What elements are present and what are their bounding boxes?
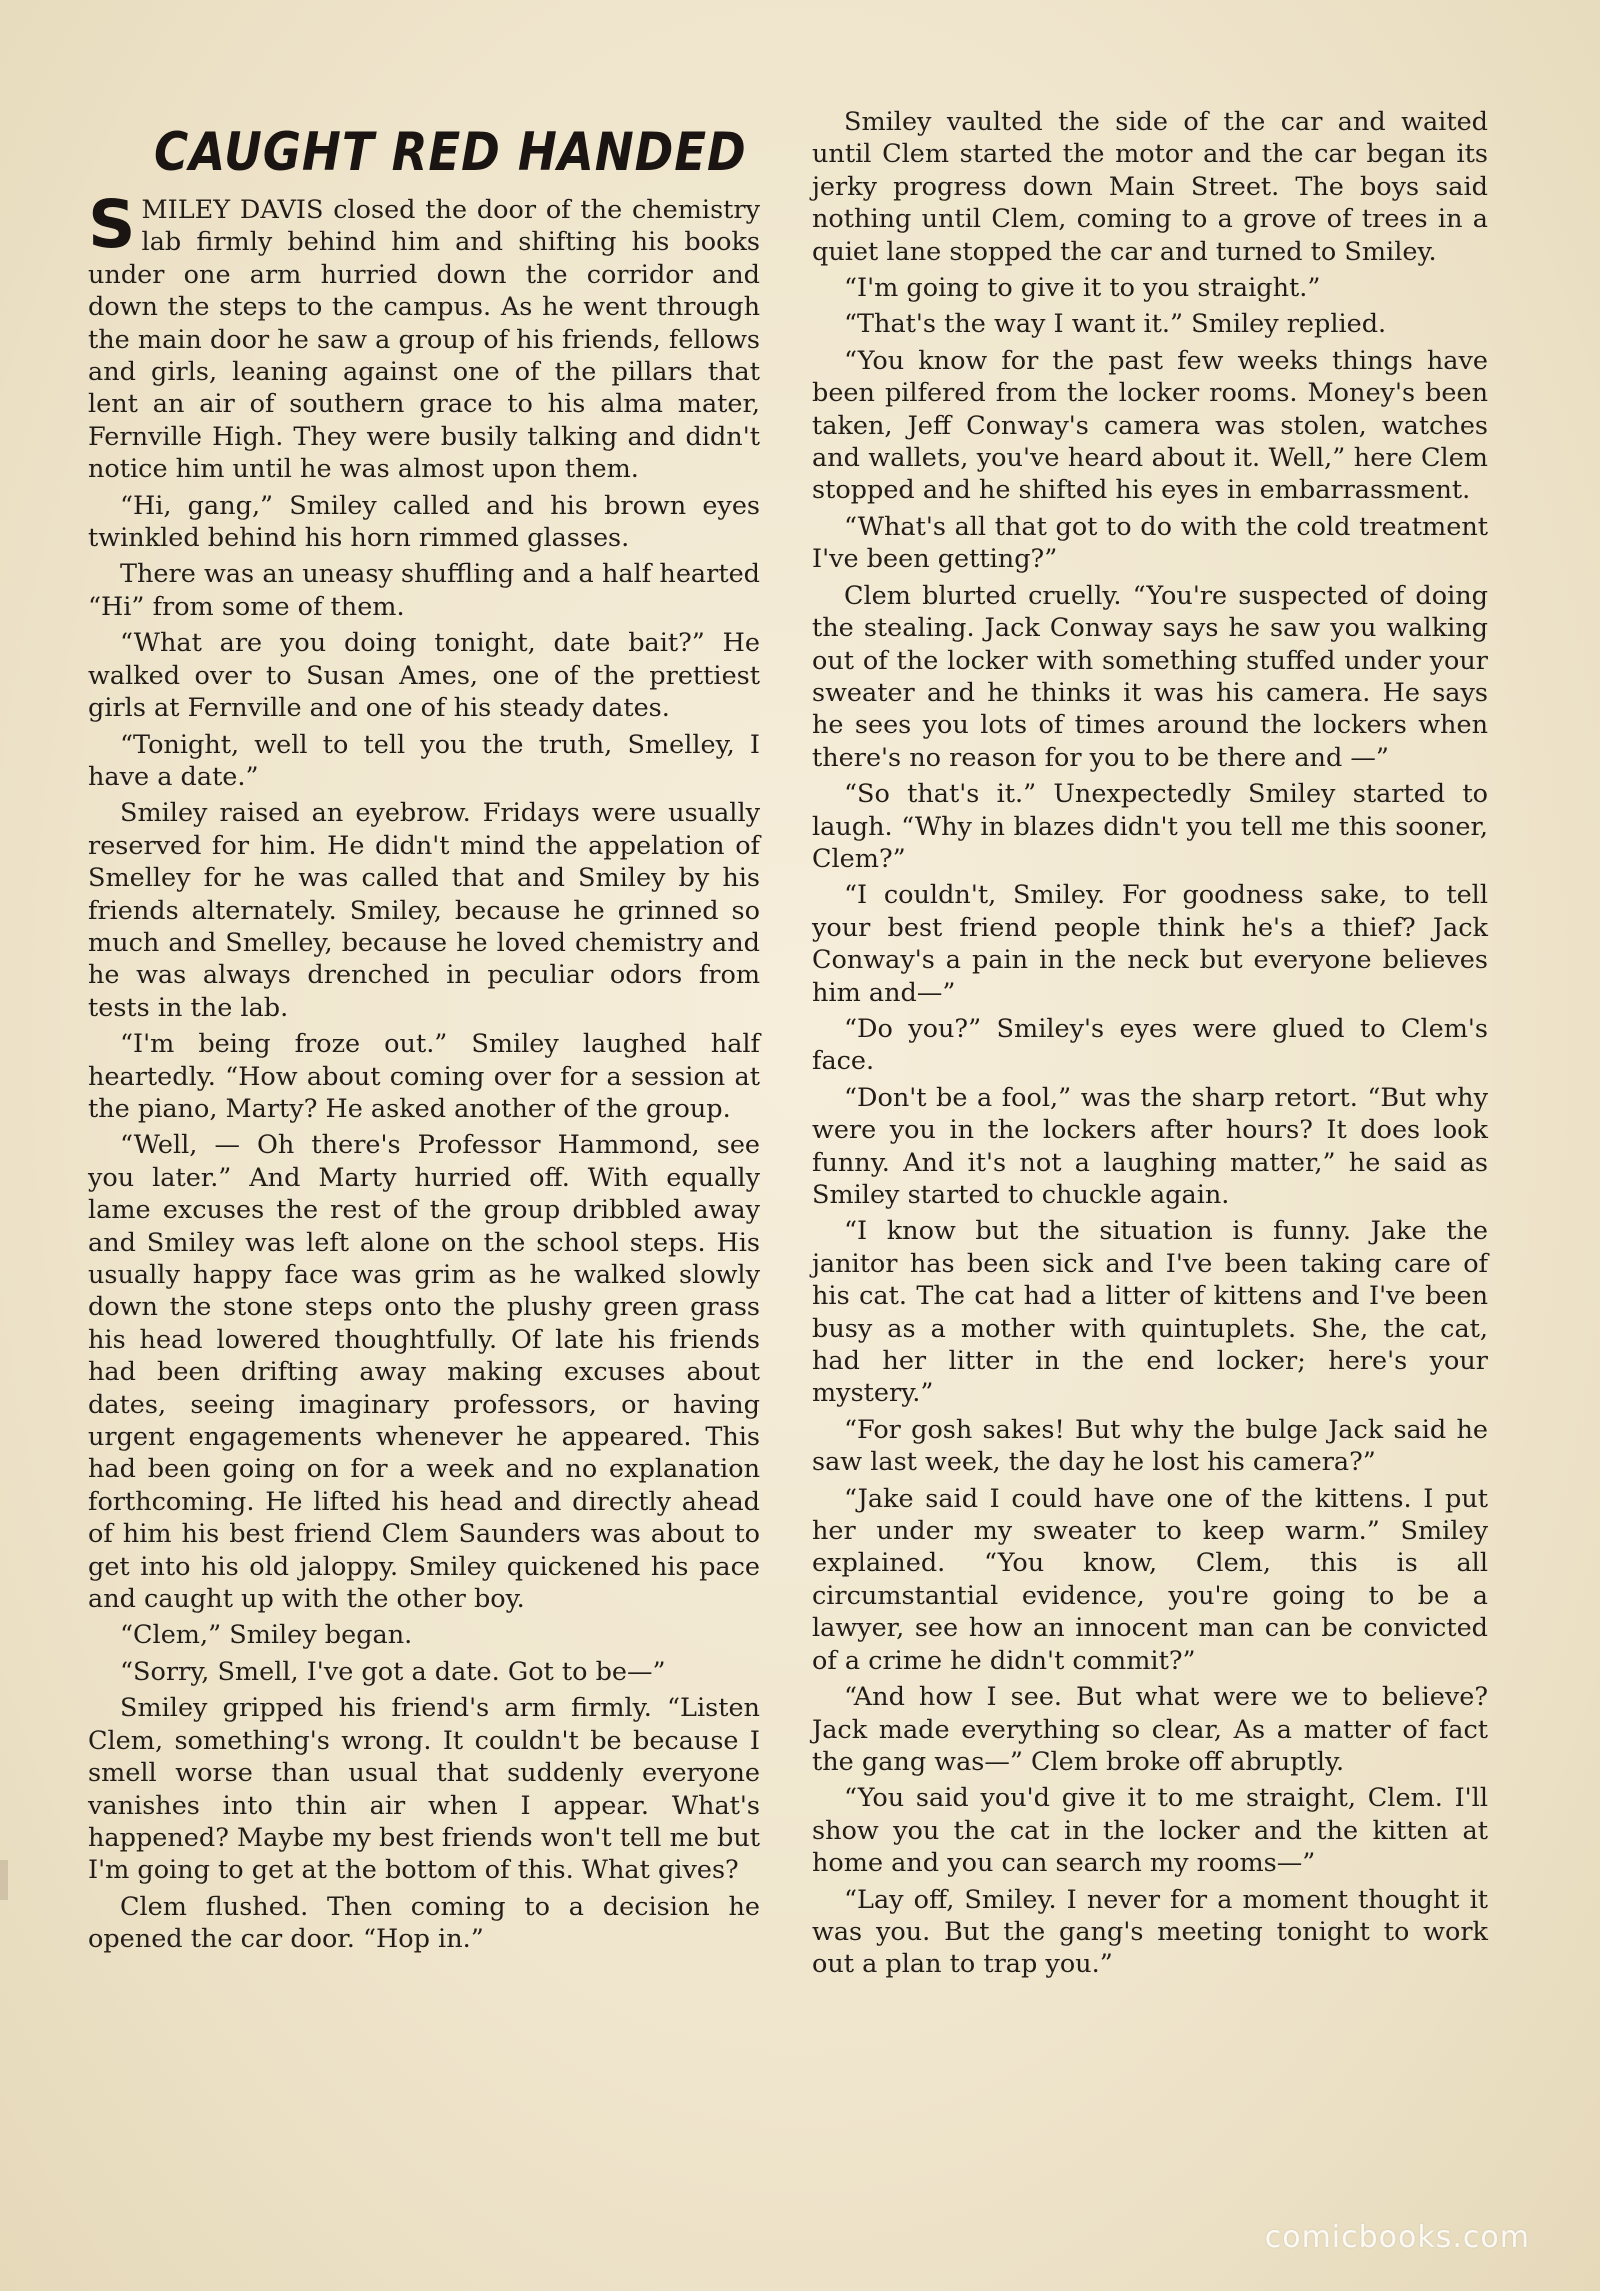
- paragraph: “Tonight, well to tell you the truth, Smelley, I have a date.”: [88, 729, 760, 792]
- paragraph: “What's all that got to do with the cold treatment I've been getting?”: [812, 511, 1488, 575]
- paragraph: “You said you'd give it to me straight, Clem. I'll show you the cat in the locker and the kitten at home and you can search my rooms—”: [812, 1783, 1488, 1879]
- paragraph: “What are you doing tonight, date bait?” He walked over to Susan Ames, one of the prettiest girls at Fernville and one of his steady dates.: [88, 628, 760, 724]
- paragraph: “I'm being froze out.” Smiley laughed half heartedly. “How about coming over for a session at the piano, Marty? He asked another of the group.: [88, 1029, 760, 1124]
- paragraph: “Hi, gang,” Smiley called and his brown eyes twinkled behind his horn rimmed glasses.: [88, 490, 760, 554]
- paragraph: “That's the way I want it.” Smiley replied.: [844, 309, 1387, 340]
- paragraph-text: MILEY DAVIS closed the door of the chemistry lab firmly behind him and shifting his books under one arm hurried down the corridor and down the steps to the campus. As he went through the main door he saw a group of his friends, fellows and girls, leaning against one of the pillars that lent an air of southern grace to his alma mater, Fernville High. They were busily talking and didn't notice him until he was almost upon them.: [88, 195, 760, 485]
- paragraph: “Clem,” Smiley began.: [120, 1620, 413, 1651]
- drop-cap: S: [88, 186, 136, 263]
- page-edge-mark: [0, 1860, 8, 1900]
- paragraph: “Jake said I could have one of the kittens. I put her under my sweater to keep warm.” Smiley explained. “You know, Clem, this is all circumstantial evidence, you're going to be a lawyer, see how an innocent man can be convicted of a crime he didn't commit?”: [812, 1483, 1488, 1676]
- right-column: [812, 106, 1488, 1985]
- paragraph: “Don't be a fool,” was the sharp retort. “But why were you in the lockers after hours? It does look funny. And it's not a laughing matter,” he said as Smiley started to chuckle again.: [812, 1082, 1488, 1210]
- paragraph: “I'm going to give it to you straight.”: [844, 273, 1321, 304]
- watermark-text: comicbooks.com: [1264, 2220, 1530, 2255]
- paragraph: “I couldn't, Smiley. For goodness sake, to tell your best friend people think he's a thief? Jack Conway's a pain in the neck but everyone believes him and—”: [812, 880, 1488, 1008]
- paragraph: “Do you?” Smiley's eyes were glued to Clem's face.: [812, 1013, 1488, 1077]
- paragraph: “And how I see. But what were we to believe? Jack made everything so clear, As a matter of fact the gang was—” Clem broke off abruptly.: [812, 1682, 1488, 1777]
- paragraph: Smiley vaulted the side of the car and waited until Clem started the motor and the car began its jerky progress down Main Street. The boys said nothing until Clem, coming to a grove of trees in a quiet lane stopped the car and turned to Smiley.: [812, 107, 1488, 267]
- paragraph: [88, 186, 760, 486]
- paragraph: “Sorry, Smell, I've got a date. Got to be—”: [120, 1656, 666, 1687]
- paragraph: “So that's it.” Unexpectedly Smiley started to laugh. “Why in blazes didn't you tell me this sooner, Clem?”: [812, 779, 1488, 874]
- left-column: [88, 112, 760, 1960]
- paragraph: Smiley raised an eyebrow. Fridays were usually reserved for him. He didn't mind the appelation of Smelley for he was called that and Smiley by his friends alternately. Smiley, because he grinned so much and Smelley, because he loved chemistry and he was always drenched in peculiar odors from tests in the lab.: [88, 798, 760, 1023]
- story-title: CAUGHT RED HANDED: [154, 122, 747, 183]
- paragraph: “Lay off, Smiley. I never for a moment thought it was you. But the gang's meeting tonight to work out a plan to trap you.”: [812, 1884, 1488, 1980]
- paragraph: “You know for the past few weeks things have been pilfered from the locker rooms. Money's been taken, Jeff Conway's camera was stolen, watches and wallets, you've heard about it. Well,” here Clem stopped and he shifted his eyes in embarrassment.: [812, 345, 1488, 506]
- paragraph: Smiley gripped his friend's arm firmly. “Listen Clem, something's wrong. It couldn't be because I smell worse than usual that suddenly everyone vanishes into thin air when I appear. What's happened? Maybe my best friends won't tell me but I'm going to get at the bottom of this. What gives?: [88, 1693, 760, 1886]
- paragraph: “I know but the situation is funny. Jake the janitor has been sick and I've been taking care of his cat. The cat had a litter of kittens and I've been busy as a mother with quintuplets. She, the cat, had her litter in the end locker; here's your mystery.”: [812, 1216, 1488, 1409]
- paragraph: Clem blurted cruelly. “You're suspected of doing the stealing. Jack Conway says he saw you walking out of the locker with something stuffed under your sweater and he thinks it was his camera. He says he sees you lots of times around the lockers when there's no reason for you to be there and —”: [812, 580, 1488, 773]
- paragraph: “Well, — Oh there's Professor Hammond, see you later.” And Marty hurried off. With equally lame excuses the rest of the group dribbled away and Smiley was left alone on the school steps. His usually happy face was grim as he walked slowly down the stone steps onto the plushy green grass his head lowered thoughtfully. Of late his friends had been drifting away making excuses about dates, seeing imaginary professors, or having urgent engagements whenever he appeared. This had been going on for a week and no explanation forthcoming. He lifted his head and directly ahead of him his best friend Clem Saunders was about to get into his old jaloppy. Smiley quickened his pace and caught up with the other boy.: [88, 1130, 760, 1615]
- paragraph: “For gosh sakes! But why the bulge Jack said he saw last week, the day he lost his camera?”: [812, 1414, 1488, 1478]
- paragraph: Clem flushed. Then coming to a decision he opened the car door. “Hop in.”: [88, 1891, 760, 1955]
- paragraph: There was an uneasy shuffling and a half hearted “Hi” from some of them.: [88, 559, 760, 622]
